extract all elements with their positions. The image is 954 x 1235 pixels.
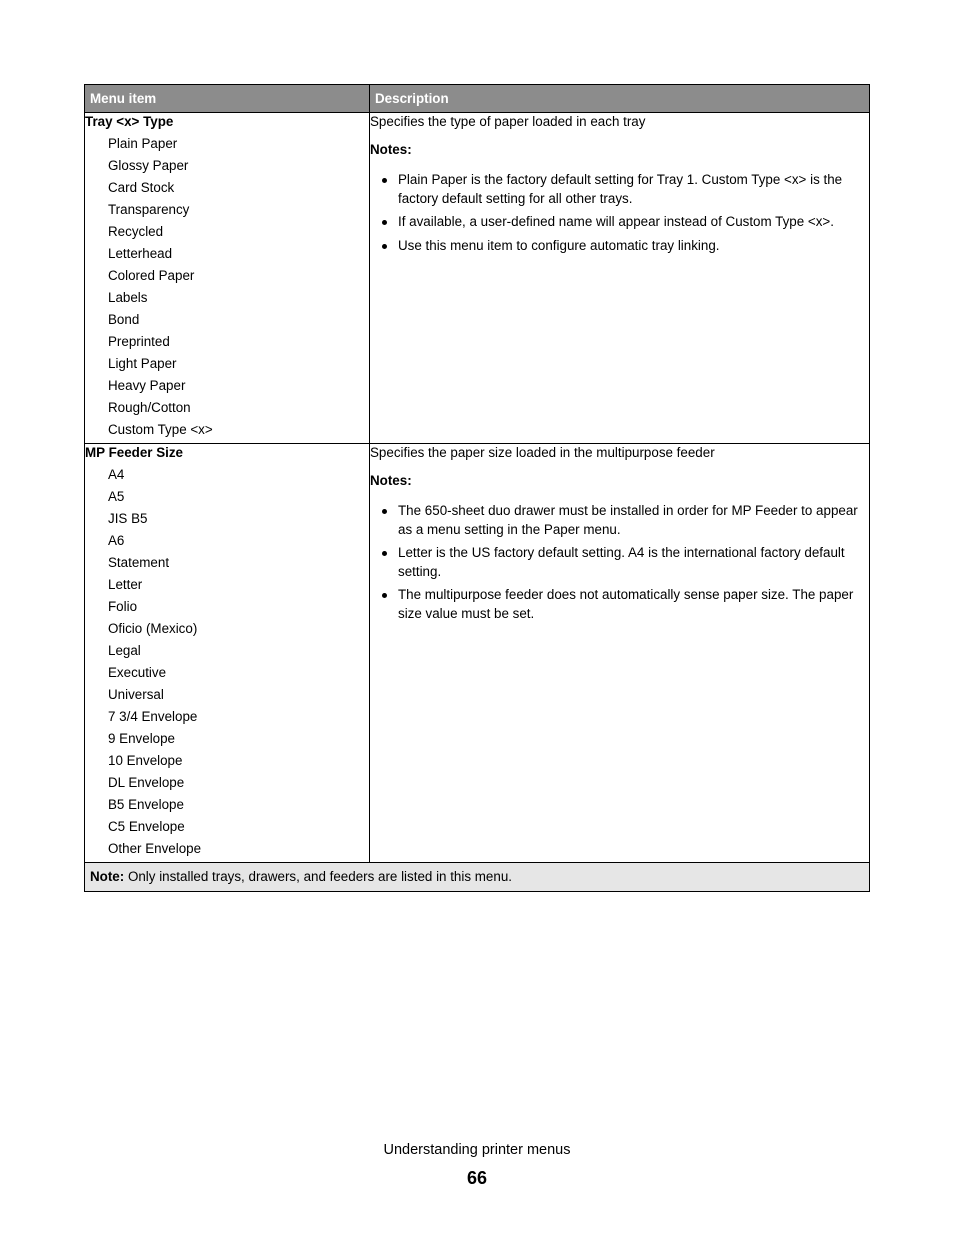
note-text: If available, a user-defined name will appear instead of Custom Type <x>.	[398, 214, 834, 229]
table-footnote	[85, 863, 870, 892]
table-row	[85, 444, 870, 863]
menu-item-cell	[85, 113, 370, 444]
menu-item-cell	[85, 444, 370, 863]
menu-option: Statement	[108, 555, 170, 570]
menu-option: Custom Type <x>	[108, 422, 213, 437]
menu-option: C5 Envelope	[108, 819, 185, 834]
menu-option: Plain Paper	[108, 136, 178, 151]
column-header-menu-item: Menu item	[85, 85, 370, 113]
menu-option: Preprinted	[108, 334, 170, 349]
menu-option: Folio	[108, 599, 138, 614]
menu-table	[84, 84, 870, 892]
menu-option: Glossy Paper	[108, 158, 189, 173]
bullet-icon	[382, 509, 387, 514]
menu-option: Labels	[108, 290, 148, 305]
menu-option: 9 Envelope	[108, 731, 176, 746]
menu-option: Transparency	[108, 202, 190, 217]
bullet-icon	[382, 551, 387, 556]
menu-option: DL Envelope	[108, 775, 185, 790]
menu-option: Rough/Cotton	[108, 400, 191, 415]
note-text: Letter is the US factory default setting. A4 is the international factory default setting.	[398, 545, 845, 579]
menu-option: Bond	[108, 312, 140, 327]
menu-option: A5	[108, 489, 125, 504]
description-cell	[370, 444, 870, 863]
menu-option: Colored Paper	[108, 268, 195, 283]
table-header-row	[85, 85, 870, 113]
table-row	[85, 113, 870, 444]
menu-option: Universal	[108, 687, 164, 702]
notes-label: Notes:	[370, 142, 412, 157]
menu-item-title: Tray <x> Type	[85, 114, 174, 129]
menu-option: B5 Envelope	[108, 797, 184, 812]
table-footnote-row	[85, 863, 870, 892]
menu-option: Heavy Paper	[108, 378, 186, 393]
menu-option: Executive	[108, 665, 167, 680]
menu-option: A6	[108, 533, 125, 548]
note-item	[370, 502, 869, 539]
note-text: The 650-sheet duo drawer must be installed in order for MP Feeder to appear as a menu setting in the Paper menu.	[398, 503, 858, 537]
footer-section-title: Understanding printer menus	[383, 1142, 571, 1158]
notes-label: Notes:	[370, 473, 412, 488]
description-text: Specifies the paper size loaded in the multipurpose feeder	[370, 445, 715, 460]
note-text: Plain Paper is the factory default setting for Tray 1. Custom Type <x> is the factory default setting for all other trays.	[398, 172, 843, 206]
bullet-icon	[382, 178, 387, 183]
footnote-text: Only installed trays, drawers, and feeders are listed in this menu.	[124, 869, 512, 884]
menu-option: A4	[108, 467, 125, 482]
note-item	[370, 171, 869, 208]
description-cell	[370, 113, 870, 444]
menu-option: 10 Envelope	[108, 753, 183, 768]
menu-option: Card Stock	[108, 180, 175, 195]
notes-list	[370, 502, 869, 623]
column-header-description: Description	[370, 85, 870, 113]
note-item	[370, 544, 869, 581]
note-text: Use this menu item to configure automatic tray linking.	[398, 237, 720, 253]
note-item	[370, 586, 869, 623]
menu-option: Legal	[108, 643, 141, 658]
menu-item-title: MP Feeder Size	[85, 445, 183, 460]
menu-option: Oficio (Mexico)	[108, 621, 198, 636]
notes-list	[370, 171, 869, 255]
bullet-icon	[382, 593, 387, 598]
note-item	[370, 213, 869, 232]
menu-option: Letterhead	[108, 246, 173, 261]
menu-option: 7 3/4 Envelope	[108, 709, 198, 724]
menu-option: Other Envelope	[108, 841, 202, 856]
menu-option: Light Paper	[108, 356, 177, 371]
menu-option: JIS B5	[108, 511, 148, 526]
bullet-icon	[382, 244, 387, 249]
description-text: Specifies the type of paper loaded in each tray	[370, 114, 646, 129]
footnote-label: Note:	[90, 869, 125, 884]
note-item	[370, 237, 869, 256]
page-number: 66	[466, 1168, 488, 1188]
note-text: The multipurpose feeder does not automatically sense paper size. The paper size value must be set.	[398, 587, 854, 621]
bullet-icon	[382, 220, 387, 225]
menu-option: Recycled	[108, 224, 164, 239]
menu-option: Letter	[108, 577, 143, 592]
